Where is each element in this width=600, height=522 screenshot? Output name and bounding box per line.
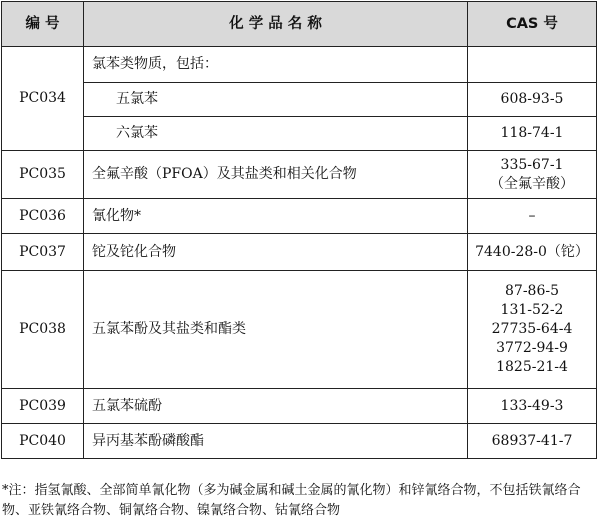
header-code: 编 号 (2, 2, 84, 47)
footnote: *注：指氢氰酸、全部简单氰化物（多为碱金属和碱土金属的氰化物）和锌氰络合物，不包括铁氰络合物、亚铁氰络合物、铜氰络合物、镍氰络合物、钴氰络合物 (2, 483, 581, 518)
row-code: PC039 (2, 389, 84, 424)
cas-line: 131-52-2 (500, 302, 564, 318)
cas-line: 335-67-1 (500, 156, 564, 173)
header-name: 化 学 品 名 称 (84, 2, 468, 47)
row-name: 氯苯类物质，包括： (84, 47, 468, 83)
table-row (2, 199, 597, 234)
chemical-table (1, 1, 597, 459)
row-cas: 68937-41-7 (468, 424, 597, 459)
row-name: 铊及铊化合物 (84, 234, 468, 271)
table-row (2, 47, 597, 83)
table-header-row (2, 2, 597, 47)
table-row (2, 424, 597, 459)
row-name: 异丙基苯酚磷酸酯 (84, 424, 468, 459)
cas-line: 27735-64-4 (491, 321, 573, 337)
header-cas: CAS 号 (468, 2, 597, 47)
row-cas (468, 151, 597, 199)
row-code: PC040 (2, 424, 84, 459)
row-cas (468, 47, 597, 83)
row-code: PC038 (2, 271, 84, 389)
subrow-name: 五氯苯 (84, 83, 468, 117)
row-name: 五氯苯酚及其盐类和酯类 (84, 271, 468, 389)
cas-line: （全氟辛酸） (490, 175, 574, 192)
cas-line: 3772-94-9 (496, 340, 568, 356)
row-name: 全氟辛酸（PFOA）及其盐类和相关化合物 (84, 151, 468, 199)
subrow-cas: 118-74-1 (468, 117, 597, 151)
table-row (2, 389, 597, 424)
row-code: PC037 (2, 234, 84, 271)
row-cas: – (468, 199, 597, 234)
cas-line: 1825-21-4 (496, 359, 568, 375)
row-code: PC036 (2, 199, 84, 234)
row-name: 氰化物* (84, 199, 468, 234)
table-row (2, 151, 597, 199)
row-cas: 7440-28-0（铊） (468, 234, 597, 271)
subrow-cas: 608-93-5 (468, 83, 597, 117)
table-subrow (2, 117, 597, 151)
cas-line: 87-86-5 (505, 283, 559, 299)
table-row (2, 234, 597, 271)
subrow-name: 六氯苯 (84, 117, 468, 151)
table-row (2, 271, 597, 389)
table-subrow (2, 83, 597, 117)
row-code: PC035 (2, 151, 84, 199)
row-name: 五氯苯硫酚 (84, 389, 468, 424)
row-code: PC034 (2, 47, 84, 151)
row-cas: 133-49-3 (468, 389, 597, 424)
row-cas (468, 271, 597, 389)
